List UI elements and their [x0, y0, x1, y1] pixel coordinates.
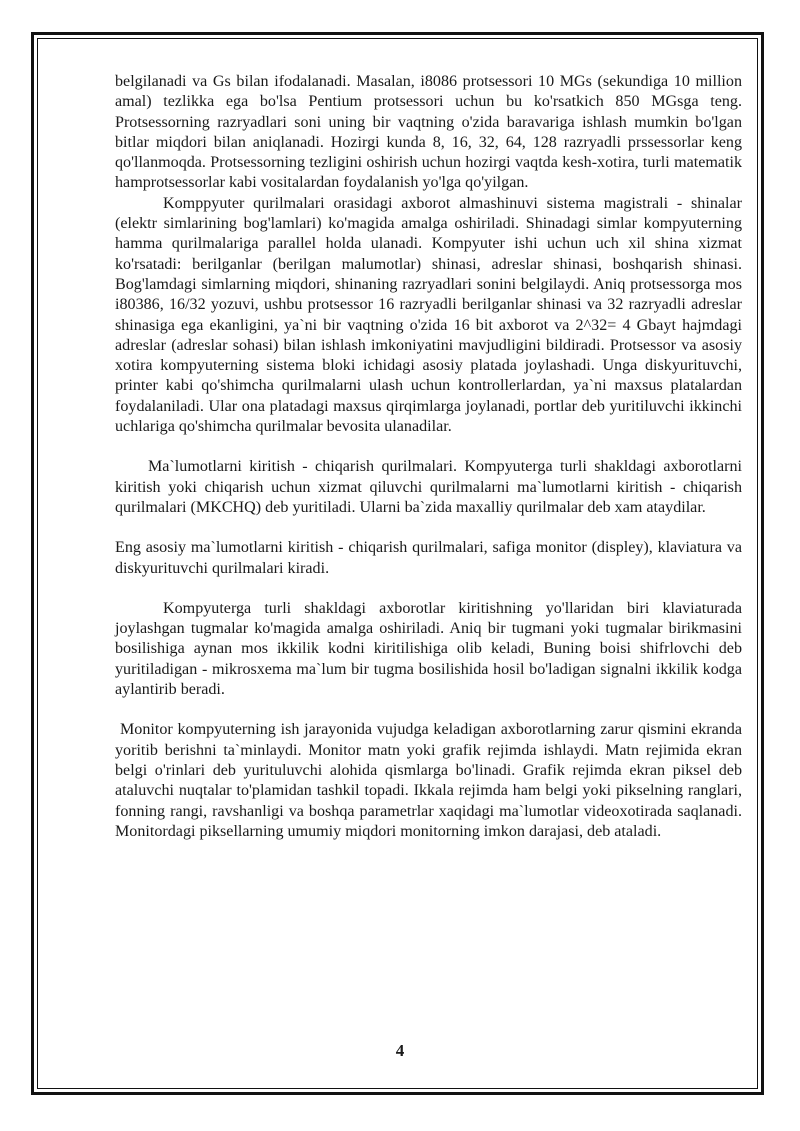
document-body [115, 72, 742, 842]
paragraph-spacer [115, 700, 742, 720]
paragraph-processor-speed: belgilanadi va Gs bilan ifodalanadi. Masalan, i8086 protsessori 10 MGs (sekundiga 10 million amal) tezlikka ega bo'lsa Pentium protsessori uchun bu ko'rsatkich 850 MGsga teng. Protsessorning razryadlari soni uning bir vaqtning o'zida baravariga ishlash mumkin bo'lgan bitlar miqdori bilan aniqlanadi. Hozirgi kunda 8, 16, 32, 64, 128 razryadli prssessorlar keng qo'llanmoqda. Protsessorning tezligini oshirish uchun hozirgi vaqtda kesh-xotira, turli matematik hamprotsessorlar kabi vositalardan foydalanish yo'lga qo'yilgan. [115, 73, 742, 192]
paragraph-main-io-devices: Eng asosiy ma`lumotlarni kiritish - chiqarish qurilmalari, safiga monitor (displey), klaviatura va diskyurituvchi qurilmalari kiradi. [115, 539, 742, 577]
paragraph-spacer [115, 579, 742, 599]
paragraph-monitor: Monitor kompyuterning ish jarayonida vujudga keladigan axborotlarning zarur qismini ekranda yoritib berishni ta`minlaydi. Monitor matn yoki grafik rejimda ishlaydi. Matn rejimida ekran belgi o'rinlari deb yurituluvchi alohida qismlarga bo'linadi. Grafik rejimda ekran piksel deb ataluvchi nuqtalar to'plamidan tashkil topadi. Ikkala rejimda ham belgi yoki pikselning ranglari, fonning rangi, ravshanligi va boshqa parametrlar xaqidagi ma`lumotlar videoxotirada saqlanadi. Monitordagi piksellarning umumiy miqdori monitorning imkon darajasi, deb ataladi. [115, 721, 742, 840]
paragraph-system-bus: Komppyuter qurilmalari orasidagi axborot almashinuvi sistema magistrali - shinalar (elektr simlarining bog'lamlari) ko'magida amalga oshiriladi. Shinadagi simlar kompyuterning hamma qurilmalariga parallel holda ulanadi. Kompyuter ishi uchun uch xil shina xizmat ko'rsatadi: berilganlar (berilgan malumotlar) shinasi, adreslar shinasi, boshqarish shinasi. Bog'lamdagi simlarning miqdori, shinaning razryadlari sonini belgilaydi. Aniq protsessorga mos i80386, 16/32 yozuvi, ushbu protsessor 16 razryadli berilganlar shinasi va 32 razryadli adreslar shinasiga ega ekanligini, ya`ni bir vaqtning o'zida 16 bit axborot va 2^32= 4 Gbayt hajmdagi adreslar (adreslar sohasi) bilan ishlash imkoniyatini mavjudligini bildiradi. Protsessor va asosiy xotira kompyuterning sistema bloki ichidagi asosiy platada joylashadi. Unga diskyurituvchi, printer kabi qo'shimcha qurilmalarni ulash uchun kontrollerlardan, ya`ni maxsus platalardan foydalaniladi. Ular ona platadagi maxsus qirqimlarga joylanadi, portlar deb yuritiluvchi ikkinchi uchlariga qo'shimcha qurilmalar bevosita ulanadilar. [115, 194, 742, 436]
paragraph-spacer [115, 518, 742, 538]
paragraph-spacer [115, 437, 742, 457]
paragraph-keyboard: Kompyuterga turli shakldagi axborotlar kiritishning yo'llaridan biri klaviaturada joylashgan tugmalar ko'magida amalga oshiriladi. Aniq bir tugmani yoki tugmalar birikmasini bosilishiga aynan mos ikkilik kodni kiritilishiga olib keladi, Buning boisi shifrlovchi deb yuritiladigan - mikrosxema ma`lum bir tugma bosilishida hosil bo'ladigan signalni ikkilik kodga aylantirib beradi. [115, 599, 742, 699]
paragraph-io-devices: Ma`lumotlarni kiritish - chiqarish qurilmalari. Kompyuterga turli shakldagi axborotlarni kiritish yoki chiqarish uchun xizmat qiluvchi qurilmalarni ma`lumotlarni kiritish - chiqarish qurilmalari (MKCHQ) deb yuritiladi. Ularni ba`zida maxalliy qurilmalar deb xam ataydilar. [115, 458, 742, 516]
page-number: 4 [395, 1041, 405, 1060]
